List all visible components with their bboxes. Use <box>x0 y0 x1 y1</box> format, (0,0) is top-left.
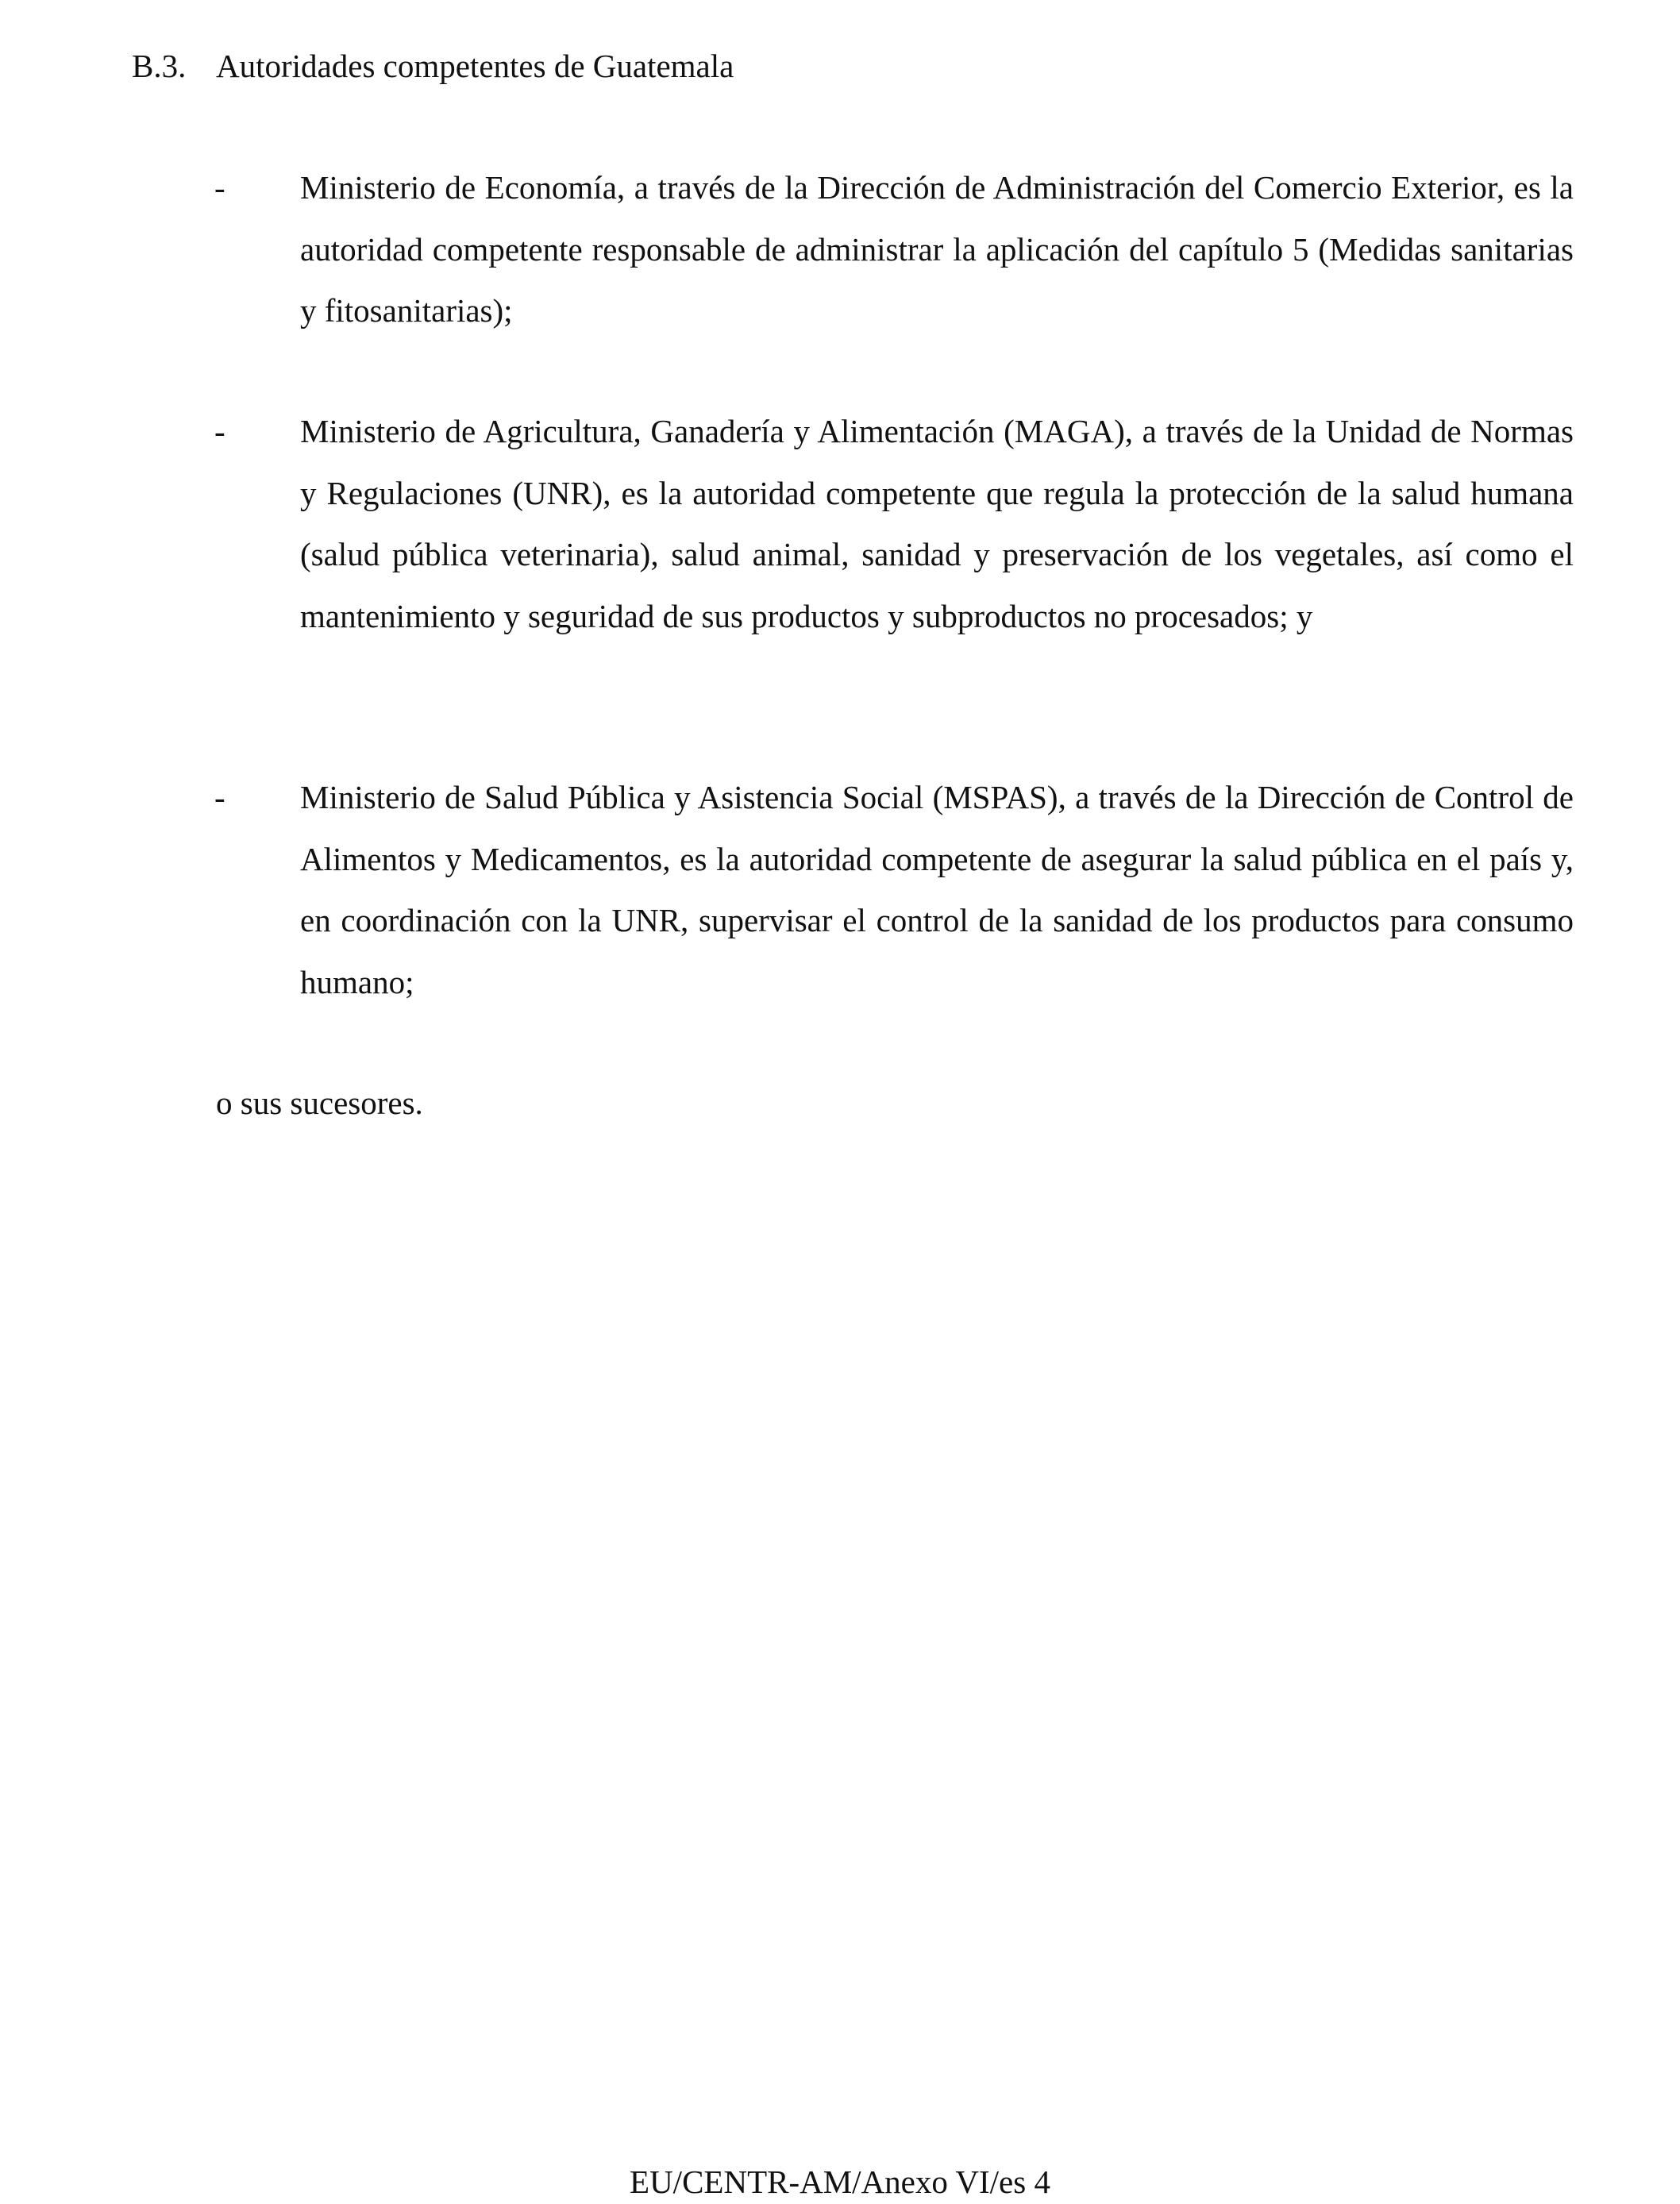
list-item-text: Ministerio de Agricultura, Ganadería y Alimentación (MAGA), a través de la Unidad de Normas y Regulaciones (UNR), es la autoridad competente que regula la protección de la salud humana (salud pública veterinaria), salud animal, sanidad y preservación de los vegetales, así como el mantenimiento y seguridad de sus productos y subproductos no procesados; y <box>300 413 1574 634</box>
page-footer: EU/CENTR-AM/Anexo VI/es 4 <box>630 2164 1050 2200</box>
list-item <box>214 767 1574 1013</box>
section-number: B.3. <box>132 48 187 84</box>
list-item-text: Ministerio de Economía, a través de la Dirección de Administración del Comercio Exterior, es la autoridad competente responsable de administrar la aplicación del capítulo 5 (Medidas sanitarias y fitosanitarias); <box>300 169 1574 329</box>
section-title: Autoridades competentes de Guatemala <box>216 48 734 84</box>
list-item <box>214 401 1574 647</box>
list-bullet: - <box>214 169 225 206</box>
list-item <box>214 157 1574 342</box>
section-heading <box>132 41 734 91</box>
list-item-text: Ministerio de Salud Pública y Asistencia Social (MSPAS), a través de la Dirección de Control de Alimentos y Medicamentos, es la autoridad competente de asegurar la salud pública en el país y, en coordinación con la UNR, supervisar el control de la sanidad de los productos para consumo humano; <box>300 779 1574 1000</box>
list-bullet: - <box>214 779 225 815</box>
list-bullet: - <box>214 413 225 449</box>
closing-text: o sus sucesores. <box>216 1085 423 1121</box>
